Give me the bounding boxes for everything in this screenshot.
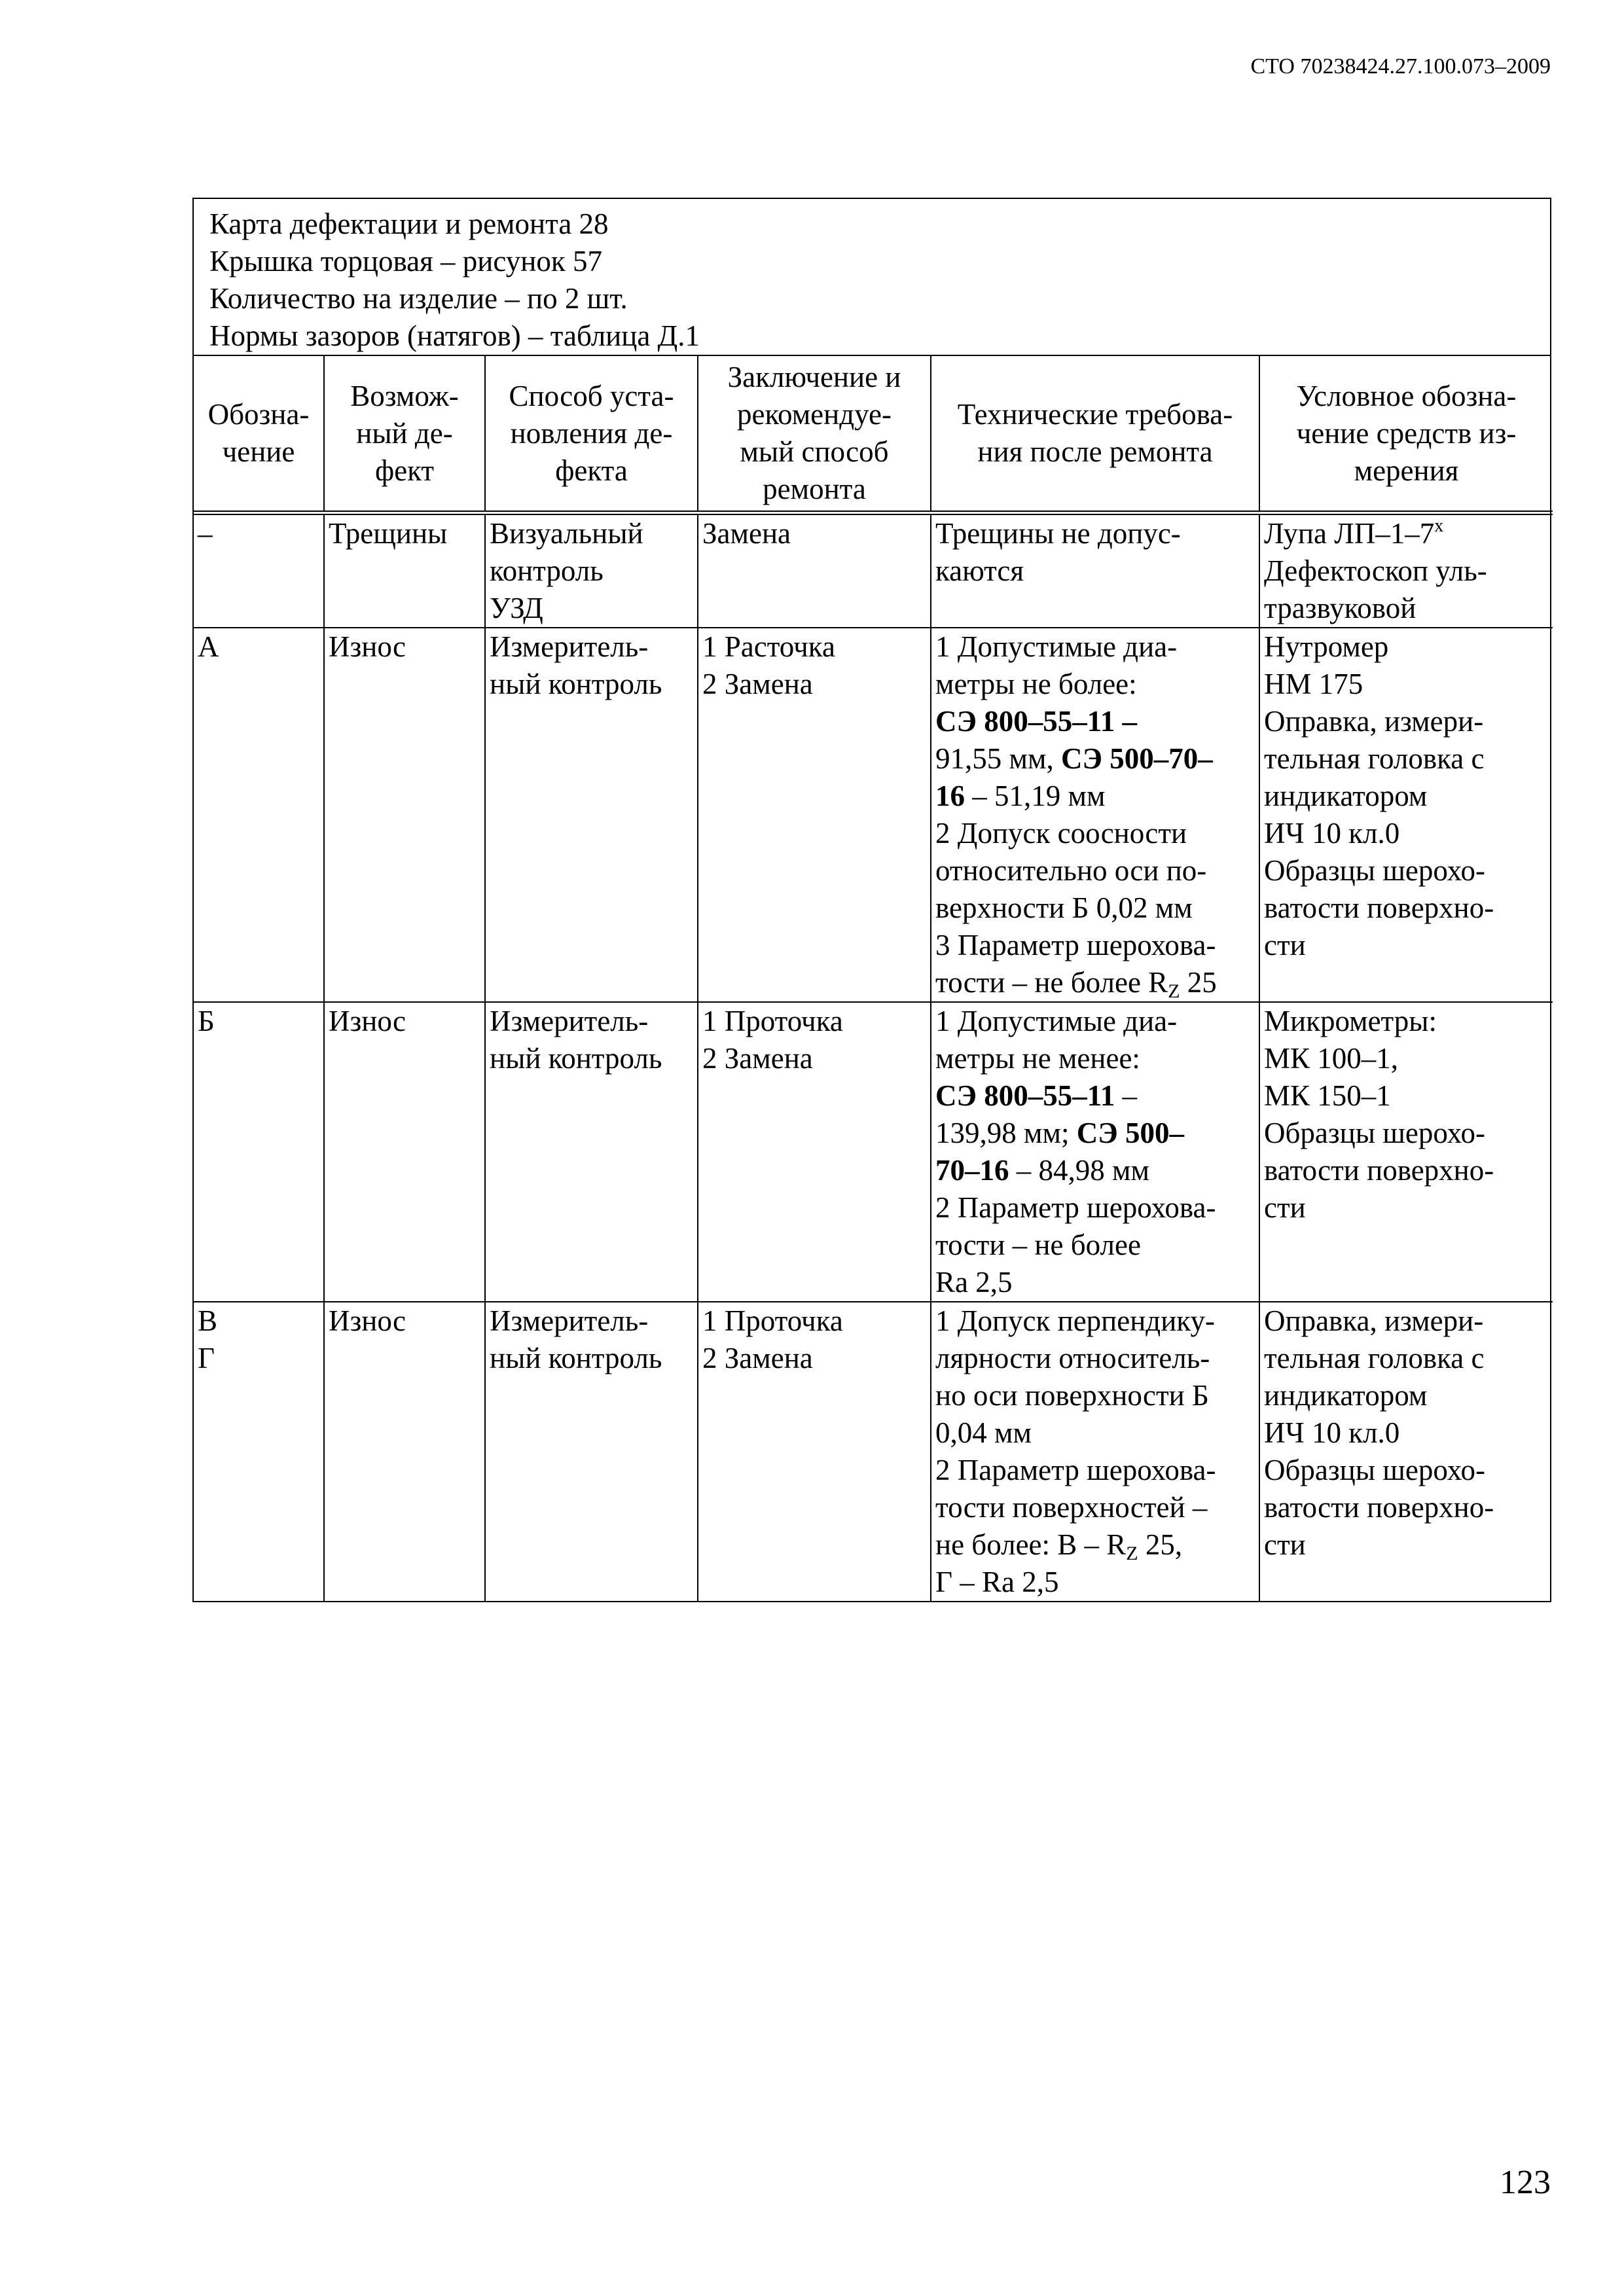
card-title: Карта дефектации и ремонта 28 — [209, 207, 609, 240]
table-row — [194, 1002, 1553, 1302]
header-defect: Возмож- ный де- фект — [324, 356, 485, 513]
header-designation: Обозна- чение — [194, 356, 324, 513]
cell-method: Визуальный контроль УЗД — [485, 513, 698, 628]
defect-table — [194, 356, 1553, 1601]
cell-requirements: 1 Допуск перпендику- лярности относитель- но оси поверхности Б 0,04 мм 2 Параметр шерохова- тости поверхностей – не более: В – $R_Z$ 25, Г – Ra 2,5 — [931, 1302, 1259, 1601]
cell-repair: 1 Проточка 2 Замена — [698, 1002, 931, 1302]
cell-requirements: 1 Допустимые диа- метры не более: СЭ 800–55–11 – 91,55 мм, СЭ 500–70– 16 – 51,19 мм 2 Допуск соосности относительно оси по- верхности Б 0,02 мм 3 Параметр шерохова- тости – не более $R_Z$ 25 — [931, 628, 1259, 1002]
cell-defect: Износ — [324, 628, 485, 1002]
cell-designation: Б — [194, 1002, 324, 1302]
card-clearances: Нормы зазоров (натягов) – таблица Д.1 — [209, 319, 700, 352]
table-row — [194, 628, 1553, 1002]
cell-method: Измеритель- ный контроль — [485, 1302, 698, 1601]
table-row — [194, 513, 1553, 628]
cell-designation: В Г — [194, 1302, 324, 1601]
header-requirements: Технические требова- ния после ремонта — [931, 356, 1259, 513]
cell-repair: 1 Расточка 2 Замена — [698, 628, 931, 1002]
cell-instruments: Нутромер НМ 175 Оправка, измери- тельная головка с индикатором ИЧ 10 кл.0 Образцы шерохо- ватости поверхно- сти — [1259, 628, 1553, 1002]
header-instruments: Условное обозна- чение средств из- мерения — [1259, 356, 1553, 513]
card-quantity: Количество на изделие – по 2 шт. — [209, 282, 628, 315]
cell-method: Измеритель- ный контроль — [485, 628, 698, 1002]
defect-repair-card — [192, 198, 1551, 1602]
cell-requirements: Трещины не допус- каются — [931, 513, 1259, 628]
table-header-row — [194, 356, 1553, 513]
cell-instruments: Оправка, измери- тельная головка с индикатором ИЧ 10 кл.0 Образцы шерохо- ватости поверхно- сти — [1259, 1302, 1553, 1601]
cell-designation: А — [194, 628, 324, 1002]
cell-defect: Износ — [324, 1302, 485, 1601]
cell-designation: – — [194, 513, 324, 628]
cell-defect: Трещины — [324, 513, 485, 628]
header-detection-method: Способ уста- новления де- фекта — [485, 356, 698, 513]
cell-method: Измеритель- ный контроль — [485, 1002, 698, 1302]
cell-requirements: 1 Допустимые диа- метры не менее: СЭ 800–55–11 – 139,98 мм; СЭ 500– 70–16 – 84,98 мм 2 Параметр шерохова- тости – не более Ra 2,5 — [931, 1002, 1259, 1302]
card-header — [194, 199, 1550, 356]
header-repair-method: Заключение и рекомендуе- мый способ ремонта — [698, 356, 931, 513]
cell-instruments: Микрометры: МК 100–1, МК 150–1 Образцы шерохо- ватости поверхно- сти — [1259, 1002, 1553, 1302]
cell-defect: Износ — [324, 1002, 485, 1302]
cell-repair: 1 Проточка 2 Замена — [698, 1302, 931, 1601]
table-row — [194, 1302, 1553, 1601]
cell-repair: Замена — [698, 513, 931, 628]
page-number: 123 — [1500, 2164, 1551, 2201]
cell-instruments: Лупа $ЛП-1-7^х$ Дефектоскоп уль- тразвуковой — [1259, 513, 1553, 628]
document-code: СТО 70238424.27.100.073–2009 — [1250, 54, 1551, 79]
card-part: Крышка торцовая – рисунок 57 — [209, 245, 602, 278]
